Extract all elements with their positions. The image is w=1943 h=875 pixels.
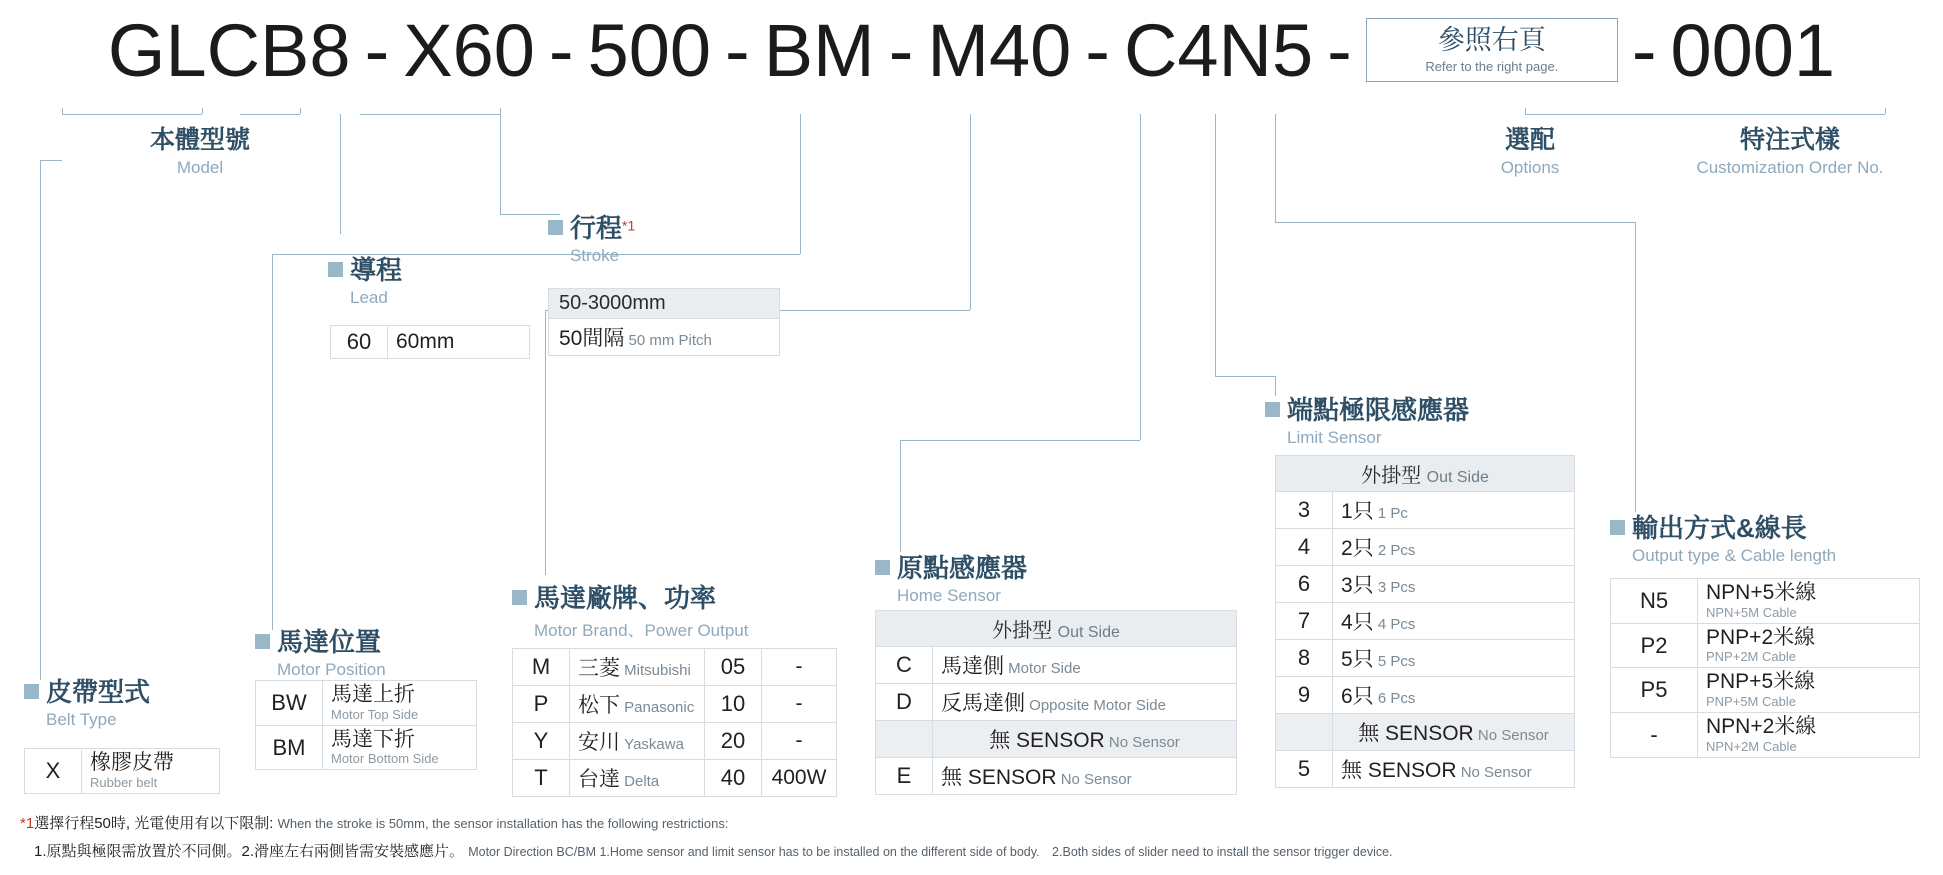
footnote-1-cn: 選擇行程50時, 光電使用有以下限制: — [34, 815, 274, 832]
heading-home-sensor-en: Home Sensor — [897, 586, 1001, 605]
table-row — [1276, 714, 1575, 751]
table-row — [876, 758, 1237, 795]
options-reference-cn: 參照右頁 — [1437, 25, 1546, 56]
heading-motor-position-cn: 馬達位置 — [277, 627, 382, 657]
heading-stroke-en: Stroke — [570, 246, 620, 265]
heading-options — [1430, 120, 1630, 178]
power-code: 10 — [705, 686, 762, 723]
leader-line — [40, 160, 62, 161]
footnote-line-2 — [34, 840, 1393, 861]
table-row — [1276, 529, 1575, 566]
home-sensor-label: 反馬達側 Opposite Motor Side — [933, 684, 1237, 721]
leader-line — [340, 114, 341, 234]
home-sensor-label: 無 SENSOR No Sensor — [933, 758, 1237, 795]
power-value: - — [762, 686, 837, 723]
table-home-sensor — [875, 610, 1237, 795]
footnote-mark: *1 — [20, 815, 35, 832]
leader-line — [970, 114, 971, 310]
output-code: - — [1611, 713, 1698, 758]
dash: - — [725, 9, 750, 92]
leader-line — [1525, 114, 1885, 115]
limit-sensor-label: 4只 4 Pcs — [1333, 603, 1575, 640]
lead-label: 60mm — [388, 326, 530, 359]
heading-output-type-cn: 輸出方式&線長 — [1632, 513, 1807, 543]
table-row — [513, 649, 837, 686]
heading-motor-position-en: Motor Position — [277, 660, 386, 679]
part-token-sensor: C4N5 — [1123, 9, 1314, 92]
dash: - — [1327, 9, 1352, 92]
heading-home-sensor — [875, 548, 1027, 606]
limit-sensor-label: 無 SENSOR No Sensor — [1333, 714, 1575, 751]
leader-line — [900, 440, 901, 552]
part-token-belt-lead: X60 — [403, 9, 535, 92]
table-lead — [330, 325, 530, 359]
leader-line — [360, 114, 500, 115]
leader-line — [800, 114, 801, 254]
dash: - — [364, 9, 390, 92]
leader-line — [272, 254, 273, 630]
power-code: 40 — [705, 760, 762, 797]
heading-options-cn: 選配 — [1504, 126, 1555, 154]
leader-line — [1215, 376, 1275, 377]
limit-sensor-label: 無 SENSOR No Sensor — [1333, 751, 1575, 788]
limit-sensor-header: 外掛型 Out Side — [1276, 456, 1575, 492]
table-row — [1611, 668, 1920, 713]
heading-model — [100, 120, 300, 178]
table-stroke — [548, 288, 780, 356]
table-limit-sensor — [1275, 455, 1575, 788]
motor-position-label: 馬達下折 Motor Bottom Side — [323, 725, 477, 770]
table-row — [549, 319, 780, 356]
heading-belt-type — [24, 672, 150, 730]
output-code: P2 — [1611, 623, 1698, 668]
stroke-range: 50-3000mm — [549, 289, 780, 319]
heading-limit-sensor-cn: 端點極限感應器 — [1287, 395, 1470, 425]
heading-limit-sensor-en: Limit Sensor — [1287, 428, 1382, 447]
heading-stroke-cn: 行程 — [570, 213, 623, 243]
heading-options-en: Options — [1500, 158, 1560, 177]
table-row — [1276, 677, 1575, 714]
part-token-stroke: 500 — [587, 9, 712, 92]
table-row — [1276, 456, 1575, 492]
bullet-square-icon — [1265, 402, 1280, 417]
table-row — [25, 749, 220, 794]
leader-line — [500, 114, 501, 214]
heading-model-cn: 本體型號 — [149, 126, 250, 154]
part-token-custom: 0001 — [1670, 9, 1836, 92]
part-token-model: GLCB8 — [107, 9, 351, 92]
power-value: - — [762, 723, 837, 760]
heading-custom-cn: 特注式樣 — [1739, 126, 1840, 154]
bullet-square-icon — [24, 684, 39, 699]
power-value: 400W — [762, 760, 837, 797]
dash: - — [888, 9, 914, 92]
table-row — [1276, 492, 1575, 529]
part-token-motor-position: BM — [763, 9, 875, 92]
part-number-line — [0, 8, 1943, 93]
bullet-square-icon — [1610, 520, 1625, 535]
leader-line — [40, 160, 41, 680]
power-code: 05 — [705, 649, 762, 686]
limit-sensor-label: 2只 2 Pcs — [1333, 529, 1575, 566]
motor-brand-label: 三菱 Mitsubishi — [570, 649, 705, 686]
dash: - — [1631, 9, 1657, 92]
motor-brand-label: 安川 Yaskawa — [570, 723, 705, 760]
heading-customization — [1660, 120, 1920, 178]
output-label: PNP+5米線 PNP+5M Cable — [1698, 668, 1920, 713]
limit-sensor-code: 6 — [1276, 566, 1333, 603]
heading-belt-type-cn: 皮帶型式 — [46, 677, 151, 707]
leader-line — [1215, 114, 1216, 376]
table-belt-type — [24, 748, 220, 794]
table-row — [1276, 751, 1575, 788]
heading-home-sensor-cn: 原點感應器 — [897, 553, 1028, 583]
leader-line — [545, 310, 546, 575]
leader-line — [62, 114, 202, 115]
footnote-2-en: Motor Direction BC/BM 1.Home sensor and limit sensor has to be installed on the different side of body. 2.Both sides of slider need to install the sensor trigger device. — [468, 845, 1393, 859]
table-row — [1611, 713, 1920, 758]
home-sensor-code: E — [876, 758, 933, 795]
dash: - — [1085, 9, 1110, 92]
table-row — [513, 723, 837, 760]
leader-line — [1885, 108, 1886, 114]
table-row — [876, 684, 1237, 721]
leader-line — [300, 108, 301, 114]
limit-sensor-label: 5只 5 Pcs — [1333, 640, 1575, 677]
limit-sensor-label: 6只 6 Pcs — [1333, 677, 1575, 714]
footnote-2-cn: 1.原點與極限需放置於不同側。2.滑座左右兩側皆需安裝感應片。 — [34, 843, 465, 860]
limit-sensor-label: 3只 3 Pcs — [1333, 566, 1575, 603]
belt-label: 橡膠皮帶 Rubber belt — [82, 749, 220, 794]
motor-position-code: BM — [256, 725, 323, 770]
home-sensor-code: C — [876, 647, 933, 684]
bullet-square-icon — [328, 262, 343, 277]
table-row — [876, 721, 1237, 758]
limit-sensor-code: 3 — [1276, 492, 1333, 529]
leader-line — [1635, 222, 1636, 512]
home-sensor-code: D — [876, 684, 933, 721]
table-row — [513, 686, 837, 723]
heading-limit-sensor — [1265, 390, 1469, 448]
heading-lead — [328, 250, 402, 308]
motor-brand-code: M — [513, 649, 570, 686]
limit-sensor-code: 9 — [1276, 677, 1333, 714]
heading-stroke-sup: *1 — [622, 217, 636, 234]
table-row — [549, 289, 780, 319]
power-value: - — [762, 649, 837, 686]
heading-output-type-en: Output type & Cable length — [1632, 546, 1837, 565]
power-code: 20 — [705, 723, 762, 760]
table-row — [513, 760, 837, 797]
leader-line — [1275, 114, 1276, 222]
part-token-motor-brand: M40 — [927, 9, 1072, 92]
heading-motor-brand-en: Motor Brand、Power Output — [534, 621, 749, 640]
dash: - — [548, 9, 574, 92]
bullet-square-icon — [548, 220, 563, 235]
heading-output-type — [1610, 508, 1836, 566]
options-reference-box — [1366, 18, 1618, 82]
heading-stroke — [548, 208, 635, 266]
leader-line — [1275, 222, 1635, 223]
home-sensor-code — [876, 721, 933, 758]
home-sensor-header: 外掛型 Out Side — [876, 611, 1237, 647]
motor-brand-code: T — [513, 760, 570, 797]
home-sensor-label: 馬達側 Motor Side — [933, 647, 1237, 684]
table-row — [876, 647, 1237, 684]
limit-sensor-code — [1276, 714, 1333, 751]
heading-model-en: Model — [176, 158, 224, 177]
table-row — [876, 611, 1237, 647]
output-label: NPN+2米線 NPN+2M Cable — [1698, 713, 1920, 758]
table-motor-brand — [512, 648, 837, 797]
heading-belt-type-en: Belt Type — [46, 710, 117, 729]
belt-code: X — [25, 749, 82, 794]
limit-sensor-code: 4 — [1276, 529, 1333, 566]
motor-brand-label: 松下 Panasonic — [570, 686, 705, 723]
table-row — [1611, 623, 1920, 668]
leader-line — [900, 440, 1140, 441]
bullet-square-icon — [255, 634, 270, 649]
limit-sensor-label: 1只 1 Pc — [1333, 492, 1575, 529]
leader-line — [240, 114, 300, 115]
heading-lead-cn: 導程 — [350, 255, 403, 285]
stroke-pitch: 50間隔 50 mm Pitch — [549, 319, 780, 356]
table-row — [256, 681, 477, 726]
motor-brand-label: 台達 Delta — [570, 760, 705, 797]
table-motor-position — [255, 680, 477, 770]
heading-motor-brand — [512, 578, 748, 641]
table-row — [256, 725, 477, 770]
limit-sensor-code: 5 — [1276, 751, 1333, 788]
motor-position-label: 馬達上折 Motor Top Side — [323, 681, 477, 726]
output-code: N5 — [1611, 579, 1698, 624]
table-row — [1276, 603, 1575, 640]
motor-position-code: BW — [256, 681, 323, 726]
heading-motor-position — [255, 622, 386, 680]
heading-motor-brand-cn: 馬達廠牌、功率 — [534, 583, 717, 613]
heading-lead-en: Lead — [350, 288, 388, 307]
limit-sensor-code: 7 — [1276, 603, 1333, 640]
table-row — [1276, 640, 1575, 677]
leader-line — [202, 108, 203, 114]
leader-line — [1140, 114, 1141, 440]
table-row — [1276, 566, 1575, 603]
output-label: NPN+5米線 NPN+5M Cable — [1698, 579, 1920, 624]
motor-brand-code: Y — [513, 723, 570, 760]
bullet-square-icon — [875, 560, 890, 575]
table-row — [1611, 579, 1920, 624]
table-output-type — [1610, 578, 1920, 758]
output-label: PNP+2米線 PNP+2M Cable — [1698, 623, 1920, 668]
output-code: P5 — [1611, 668, 1698, 713]
lead-code: 60 — [331, 326, 388, 359]
motor-brand-code: P — [513, 686, 570, 723]
home-sensor-label: 無 SENSOR No Sensor — [933, 721, 1237, 758]
bullet-square-icon — [512, 590, 527, 605]
heading-custom-en: Customization Order No. — [1696, 158, 1884, 177]
footnote-1-en: When the stroke is 50mm, the sensor installation has the following restrictions: — [277, 816, 729, 831]
footnote-line-1 — [20, 812, 728, 833]
limit-sensor-code: 8 — [1276, 640, 1333, 677]
options-reference-en: Refer to the right page. — [1425, 59, 1559, 75]
table-row — [331, 326, 530, 359]
